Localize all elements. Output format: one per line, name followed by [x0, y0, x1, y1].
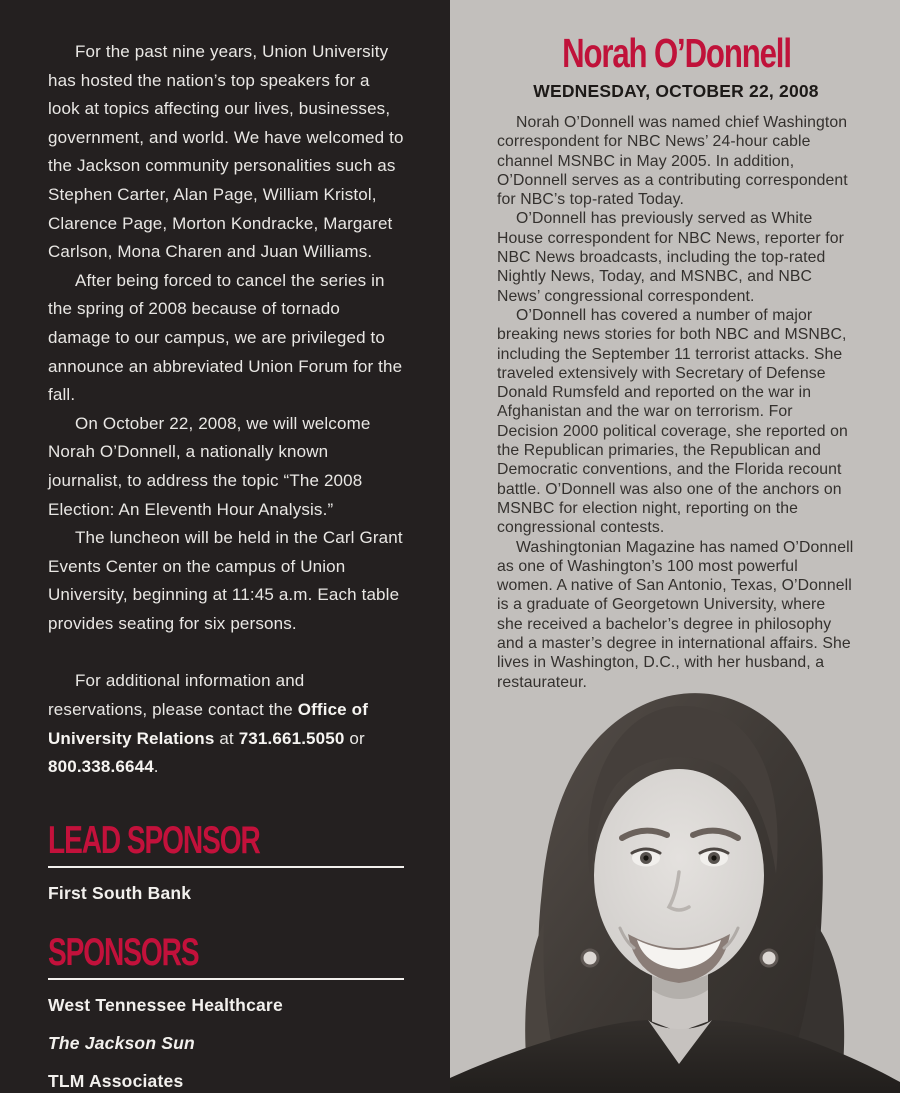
contact-text: . [153, 757, 159, 777]
contact-highlight: 731.661.5050 [238, 728, 345, 748]
bio-paragraph: Washingtonian Magazine has named O’Donnell as one of Washington’s 100 most powerful women. A native of San Antonio, Texas, O’Donnell is a graduate of Georgetown University, where she received a bachelor’s degree in philosophy and a master’s degree in international affairs. She lives in Washington, D.C., with her husband, a restaurateur. [497, 538, 854, 691]
sponsor-name: TLM Associates [48, 1070, 184, 1091]
divider [48, 978, 404, 980]
contact-highlight: 800.338.6644 [48, 757, 154, 777]
intro-paragraph: For the past nine years, Union University has hosted the nation’s top speakers for a look at topics affecting our lives, businesses, government, and world. We have welcomed to the Jackson community personalities such as Stephen Carter, Alan Page, William Kristol, Clarence Page, Morton Kondracke, Margaret Carlson, Mona Charen and Juan Williams. [48, 42, 404, 262]
lead-sponsor-name: First South Bank [48, 882, 192, 903]
lead-sponsor-section [48, 818, 404, 862]
contact-info [48, 667, 404, 781]
right-panel [450, 0, 900, 1093]
norah-odonnell-photo [450, 660, 900, 1093]
lead-sponsor-heading: LEAD SPONSOR [48, 818, 260, 862]
contact-highlight: Office of University Relations [48, 700, 368, 748]
biography [497, 113, 855, 692]
bio-paragraph: Norah O’Donnell was named chief Washington correspondent for NBC News’ 24-hour cable channel MSNBC in May 2005. In addition, O’Donnell serves as a contributing correspondent for NBC’s top-rated Today. [497, 114, 848, 209]
contact-text: or [344, 728, 365, 748]
sponsors-heading: SPONSORS [48, 930, 199, 974]
contact-text: at [214, 728, 239, 748]
sponsor-name: West Tennessee Healthcare [48, 994, 283, 1015]
cancellation-paragraph: After being forced to cancel the series in the spring of 2008 because of tornado damage to our campus, we are privileged to announce an abbreviated Union Forum for the fall. [48, 270, 403, 405]
speaker-announcement-paragraph: On October 22, 2008, we will welcome Norah O’Donnell, a nationally known journalist, to address the topic “The 2008 Election: An Eleventh Hour Analysis.” [48, 413, 371, 519]
sponsors-section [48, 930, 404, 974]
contact-text: For additional information and reservations, please contact the [48, 671, 305, 720]
bio-paragraph: O’Donnell has covered a number of major breaking news stories for both NBC and MSNBC, including the September 11 terrorist attacks. She traveled extensively with Secretary of Defense Donald Rumsfeld and reported on the war in Afghanistan and the war on terrorism. For Decision 2000 political coverage, she reported on the Republican primaries, the Republican and Democratic conventions, and the Florida recount battle. O’Donnell was also one of the anchors on MSNBC for election night, reporting on the congressional contests. [497, 306, 848, 537]
speaker-title-row [497, 30, 855, 76]
sponsor-name: The Jackson Sun [48, 1032, 195, 1053]
luncheon-details-paragraph: The luncheon will be held in the Carl Grant Events Center on the campus of Union University, beginning at 11:45 a.m. Each table provides seating for six persons. [48, 528, 403, 633]
divider [48, 866, 404, 868]
speaker-bio-section [450, 0, 900, 692]
bio-paragraph: O’Donnell has previously served as White House correspondent for NBC News, reporter for NBC News broadcasts, including the top-rated Nightly News, Today, and MSNBC, and NBC News’ congressional correspondent. [497, 210, 845, 305]
speaker-name: Norah O’Donnell [561, 30, 791, 76]
event-date: WEDNESDAY, OCTOBER 22, 2008 [533, 81, 819, 101]
